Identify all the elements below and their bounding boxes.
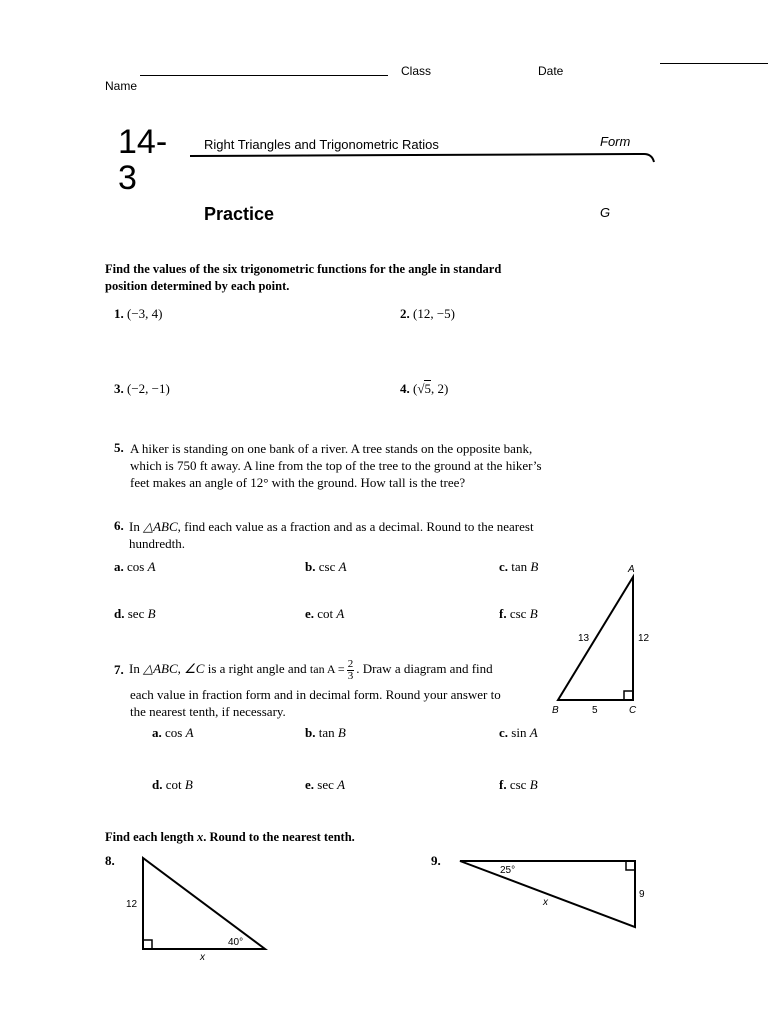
problem-9-number: 9. — [431, 853, 441, 868]
problem-8-x-label: x — [200, 952, 205, 963]
name-label: Name — [105, 79, 138, 93]
triangle-abc-figure — [548, 560, 658, 716]
problem-8-triangle — [143, 858, 265, 949]
vertex-c-label: C — [629, 705, 637, 716]
leg-label: 12 — [638, 633, 650, 644]
problem-1: 1. (−3, 4) — [114, 306, 163, 321]
problem-9-right-angle — [626, 861, 635, 870]
problem-7d: d. cot B — [152, 777, 193, 792]
problem-7f: f. csc B — [499, 777, 538, 792]
problem-7b: b. tan B — [305, 725, 346, 740]
form-value: G — [600, 205, 611, 220]
header-rule — [188, 150, 658, 166]
date-label: Date — [538, 64, 564, 78]
problem-8-figure — [120, 852, 280, 964]
right-angle-mark — [624, 691, 633, 700]
problem-6f: f. csc B — [499, 606, 538, 621]
problem-5-text: A hiker is standing on one bank of a river. A tree stands on the opposite bank, which is 750 ft away. A line from the top of the tree to the ground at the hiker’s feet makes an angle of 12° with the ground. How tall is the tree? — [130, 441, 542, 490]
problem-8-number: 8. — [105, 853, 115, 868]
vertex-a-label: A — [628, 564, 635, 575]
problem-6e: e. cot A — [305, 606, 345, 621]
hypotenuse-label: 13 — [578, 633, 590, 644]
problem-6d: d. sec B — [114, 606, 156, 621]
name-underline — [140, 75, 388, 76]
problem-6c: c. tan B — [499, 559, 539, 574]
problem-7c: c. sin A — [499, 725, 538, 740]
problem-7-number: 7. — [114, 662, 124, 677]
lesson-number: 14- — [118, 123, 168, 161]
problem-6a: a. cos A — [114, 559, 156, 574]
problem-9-angle-label: 25° — [500, 865, 516, 876]
problem-7-line1: In △ABC, ∠C is a right angle and tan A = $\frac{2}{3}$ . Draw a diagram and find — [129, 657, 493, 682]
date-underline — [660, 63, 768, 64]
problem-4: 4. (√5, 2) — [400, 381, 449, 396]
problem-5-number: 5. — [114, 440, 124, 455]
lesson-number-2: 3 — [118, 159, 137, 197]
triangle-abc — [558, 577, 633, 700]
form-label: Form — [600, 134, 631, 149]
base-label: 5 — [592, 705, 598, 716]
problem-6-text: In △ABC, find each value as a fraction and as a decimal. Round to the nearest hundredth. — [129, 519, 534, 551]
problem-9-triangle — [460, 861, 635, 927]
problem-6-number: 6. — [114, 518, 124, 533]
problem-7a: a. cos A — [152, 725, 194, 740]
problem-9-side-label: 9 — [639, 889, 645, 900]
problem-6b: b. csc A — [305, 559, 347, 574]
problem-7e: e. sec A — [305, 777, 346, 792]
vertex-b-label: B — [552, 705, 559, 716]
problem-8-side-label: 12 — [126, 899, 138, 910]
instructions-1: Find the values of the six trigonometric functions for the angle in standard position determined by each point. — [105, 262, 502, 293]
instructions-2: Find each length x. Round to the nearest tenth. — [105, 830, 355, 844]
problem-2: 2. (12, −5) — [400, 306, 455, 321]
problem-9-figure — [455, 852, 655, 932]
sqrt-icon: √ — [417, 381, 425, 396]
section-title: Practice — [204, 204, 275, 224]
problem-7-text: each value in fraction form and in decimal form. Round your answer to the nearest tenth, if necessary. — [130, 687, 501, 719]
lesson-title: Right Triangles and Trigonometric Ratios — [204, 137, 439, 152]
problem-8-right-angle — [143, 940, 152, 949]
problem-8-angle-label: 40° — [228, 937, 244, 948]
tan-fraction: $\frac{2}{3}$ — [347, 657, 354, 682]
class-label: Class — [401, 64, 432, 78]
problem-9-x-label: x — [543, 897, 548, 908]
problem-3: 3. (−2, −1) — [114, 381, 170, 396]
